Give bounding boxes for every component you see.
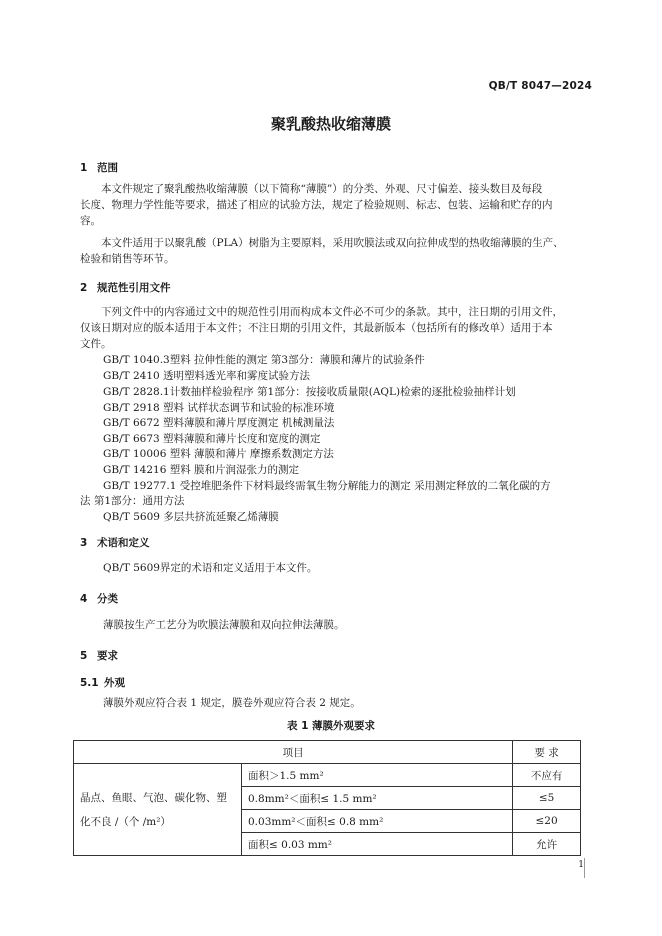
- text-line: 本文件规定了聚乳酸热收缩薄膜（以下简称“薄膜”）的分类、外观、尺寸偏差、接头数目及每段: [101, 183, 543, 195]
- section-2-paragraph: [80, 304, 604, 352]
- section-5-title: 要求: [97, 650, 118, 662]
- table-header-row: [74, 741, 581, 764]
- section-5-1-text: 薄膜外观应符合表 1 规定，膜卷外观应符合表 2 规定。: [103, 697, 361, 709]
- section-1-number: 1: [80, 162, 88, 174]
- table-requirement-cell: 不应有: [513, 764, 581, 787]
- table-row: [74, 764, 581, 787]
- reference-item: GB/T 2918 塑料 试样状态调节和试验的标准环境: [103, 402, 335, 414]
- section-3-heading: [80, 535, 150, 550]
- text-line: 仅该日期对应的版本适用于本文件；不注日期的引用文件，其最新版本（包括所有的修改单）适用于本: [80, 322, 553, 334]
- reference-item: GB/T 2410 透明塑料透光率和雾度试验方法: [103, 370, 311, 382]
- standard-code: QB/T 8047—2024: [488, 80, 592, 92]
- text-line: 检验和销售等环节。: [80, 253, 175, 265]
- reference-item: GB/T 19277.1 受控堆肥条件下材料最终需氧生物分解能力的测定 采用测定释放的二氧化碳的方: [103, 480, 551, 492]
- section-4-title: 分类: [97, 593, 118, 605]
- table-condition-cell: 面积＞1.5 mm²: [242, 764, 513, 787]
- text-line: 下列文件中的内容通过文中的规范性引用而构成本文件必不可少的条款。其中，注日期的引用文件，: [101, 306, 563, 318]
- text-line: 长度、物理力学性能等要求，描述了相应的试验方法，规定了检验规则、标志、包装、运输和贮存的内: [80, 199, 553, 211]
- table-header-item: 项目: [74, 741, 513, 764]
- reference-item: QB/T 5609 多层共挤流延聚乙烯薄膜: [103, 511, 279, 523]
- reference-item: GB/T 14216 塑料 膜和片润湿张力的测定: [103, 464, 300, 476]
- document-title: 聚乳酸热收缩薄膜: [270, 115, 391, 133]
- section-5-1-number: 5.1: [80, 677, 99, 689]
- section-5-heading: [80, 648, 118, 663]
- section-1-paragraph-2: [80, 235, 604, 267]
- section-5-number: 5: [80, 650, 88, 662]
- section-5-1-title: 外观: [104, 677, 125, 689]
- table-group-cell: [74, 764, 242, 856]
- reference-item: GB/T 2828.1计数抽样检验程序 第1部分：按接收质量限(AQL)检索的逐批检验抽样计划: [103, 386, 516, 398]
- section-4-heading: [80, 591, 118, 606]
- table-caption: 表 1 薄膜外观要求: [286, 720, 376, 732]
- reference-item: GB/T 6672 塑料薄膜和薄片厚度测定 机械测量法: [103, 417, 335, 429]
- reference-item: GB/T 10006 塑料 薄膜和薄片 摩擦系数测定方法: [103, 448, 334, 460]
- section-4-number: 4: [80, 593, 88, 605]
- text-line: 本文件适用于以聚乳酸（PLA）树脂为主要原料，采用吹膜法或双向拉伸成型的热收缩薄膜的生产、: [101, 237, 564, 249]
- section-5-1-heading: [80, 675, 125, 690]
- reference-item-continuation: 法 第1部分：通用方法: [80, 495, 185, 507]
- table-header-requirement: 要 求: [513, 741, 581, 764]
- text-line: 文件。: [80, 338, 112, 350]
- section-3-text: QB/T 5609界定的术语和定义适用于本文件。: [103, 562, 318, 574]
- reference-item: GB/T 1040.3塑料 拉伸性能的测定 第3部分：薄膜和薄片的试验条件: [103, 354, 425, 366]
- section-2-heading: [80, 280, 171, 295]
- page-number: 1: [578, 860, 584, 870]
- appearance-requirements-table: [73, 740, 581, 856]
- section-2-number: 2: [80, 282, 88, 294]
- table-requirement-cell: ≤5: [513, 787, 581, 810]
- reference-item: GB/T 6673 塑料薄膜和薄片长度和宽度的测定: [103, 433, 321, 445]
- table-condition-cell: 0.8mm²＜面积≤ 1.5 mm²: [242, 787, 513, 810]
- section-2-title: 规范性引用文件: [97, 282, 171, 294]
- table-condition-cell: 0.03mm²＜面积≤ 0.8 mm²: [242, 810, 513, 833]
- section-1-paragraph-1: [80, 181, 604, 229]
- table-requirement-cell: 允许: [513, 833, 581, 856]
- margin-rule: [584, 858, 585, 878]
- table-condition-cell: 面积≤ 0.03 mm²: [242, 833, 513, 856]
- text-line: 容。: [80, 215, 101, 227]
- section-4-text: 薄膜按生产工艺分为吹膜法薄膜和双向拉伸法薄膜。: [103, 619, 345, 631]
- section-1-title: 范围: [97, 162, 118, 174]
- section-3-title: 术语和定义: [97, 537, 150, 549]
- text-line: 晶点、鱼眼、气泡、碳化物、塑: [80, 791, 227, 804]
- table-requirement-cell: ≤20: [513, 810, 581, 833]
- text-line: 化不良 /（个 /m²）: [80, 815, 171, 828]
- section-1-heading: [80, 160, 118, 175]
- section-3-number: 3: [80, 537, 88, 549]
